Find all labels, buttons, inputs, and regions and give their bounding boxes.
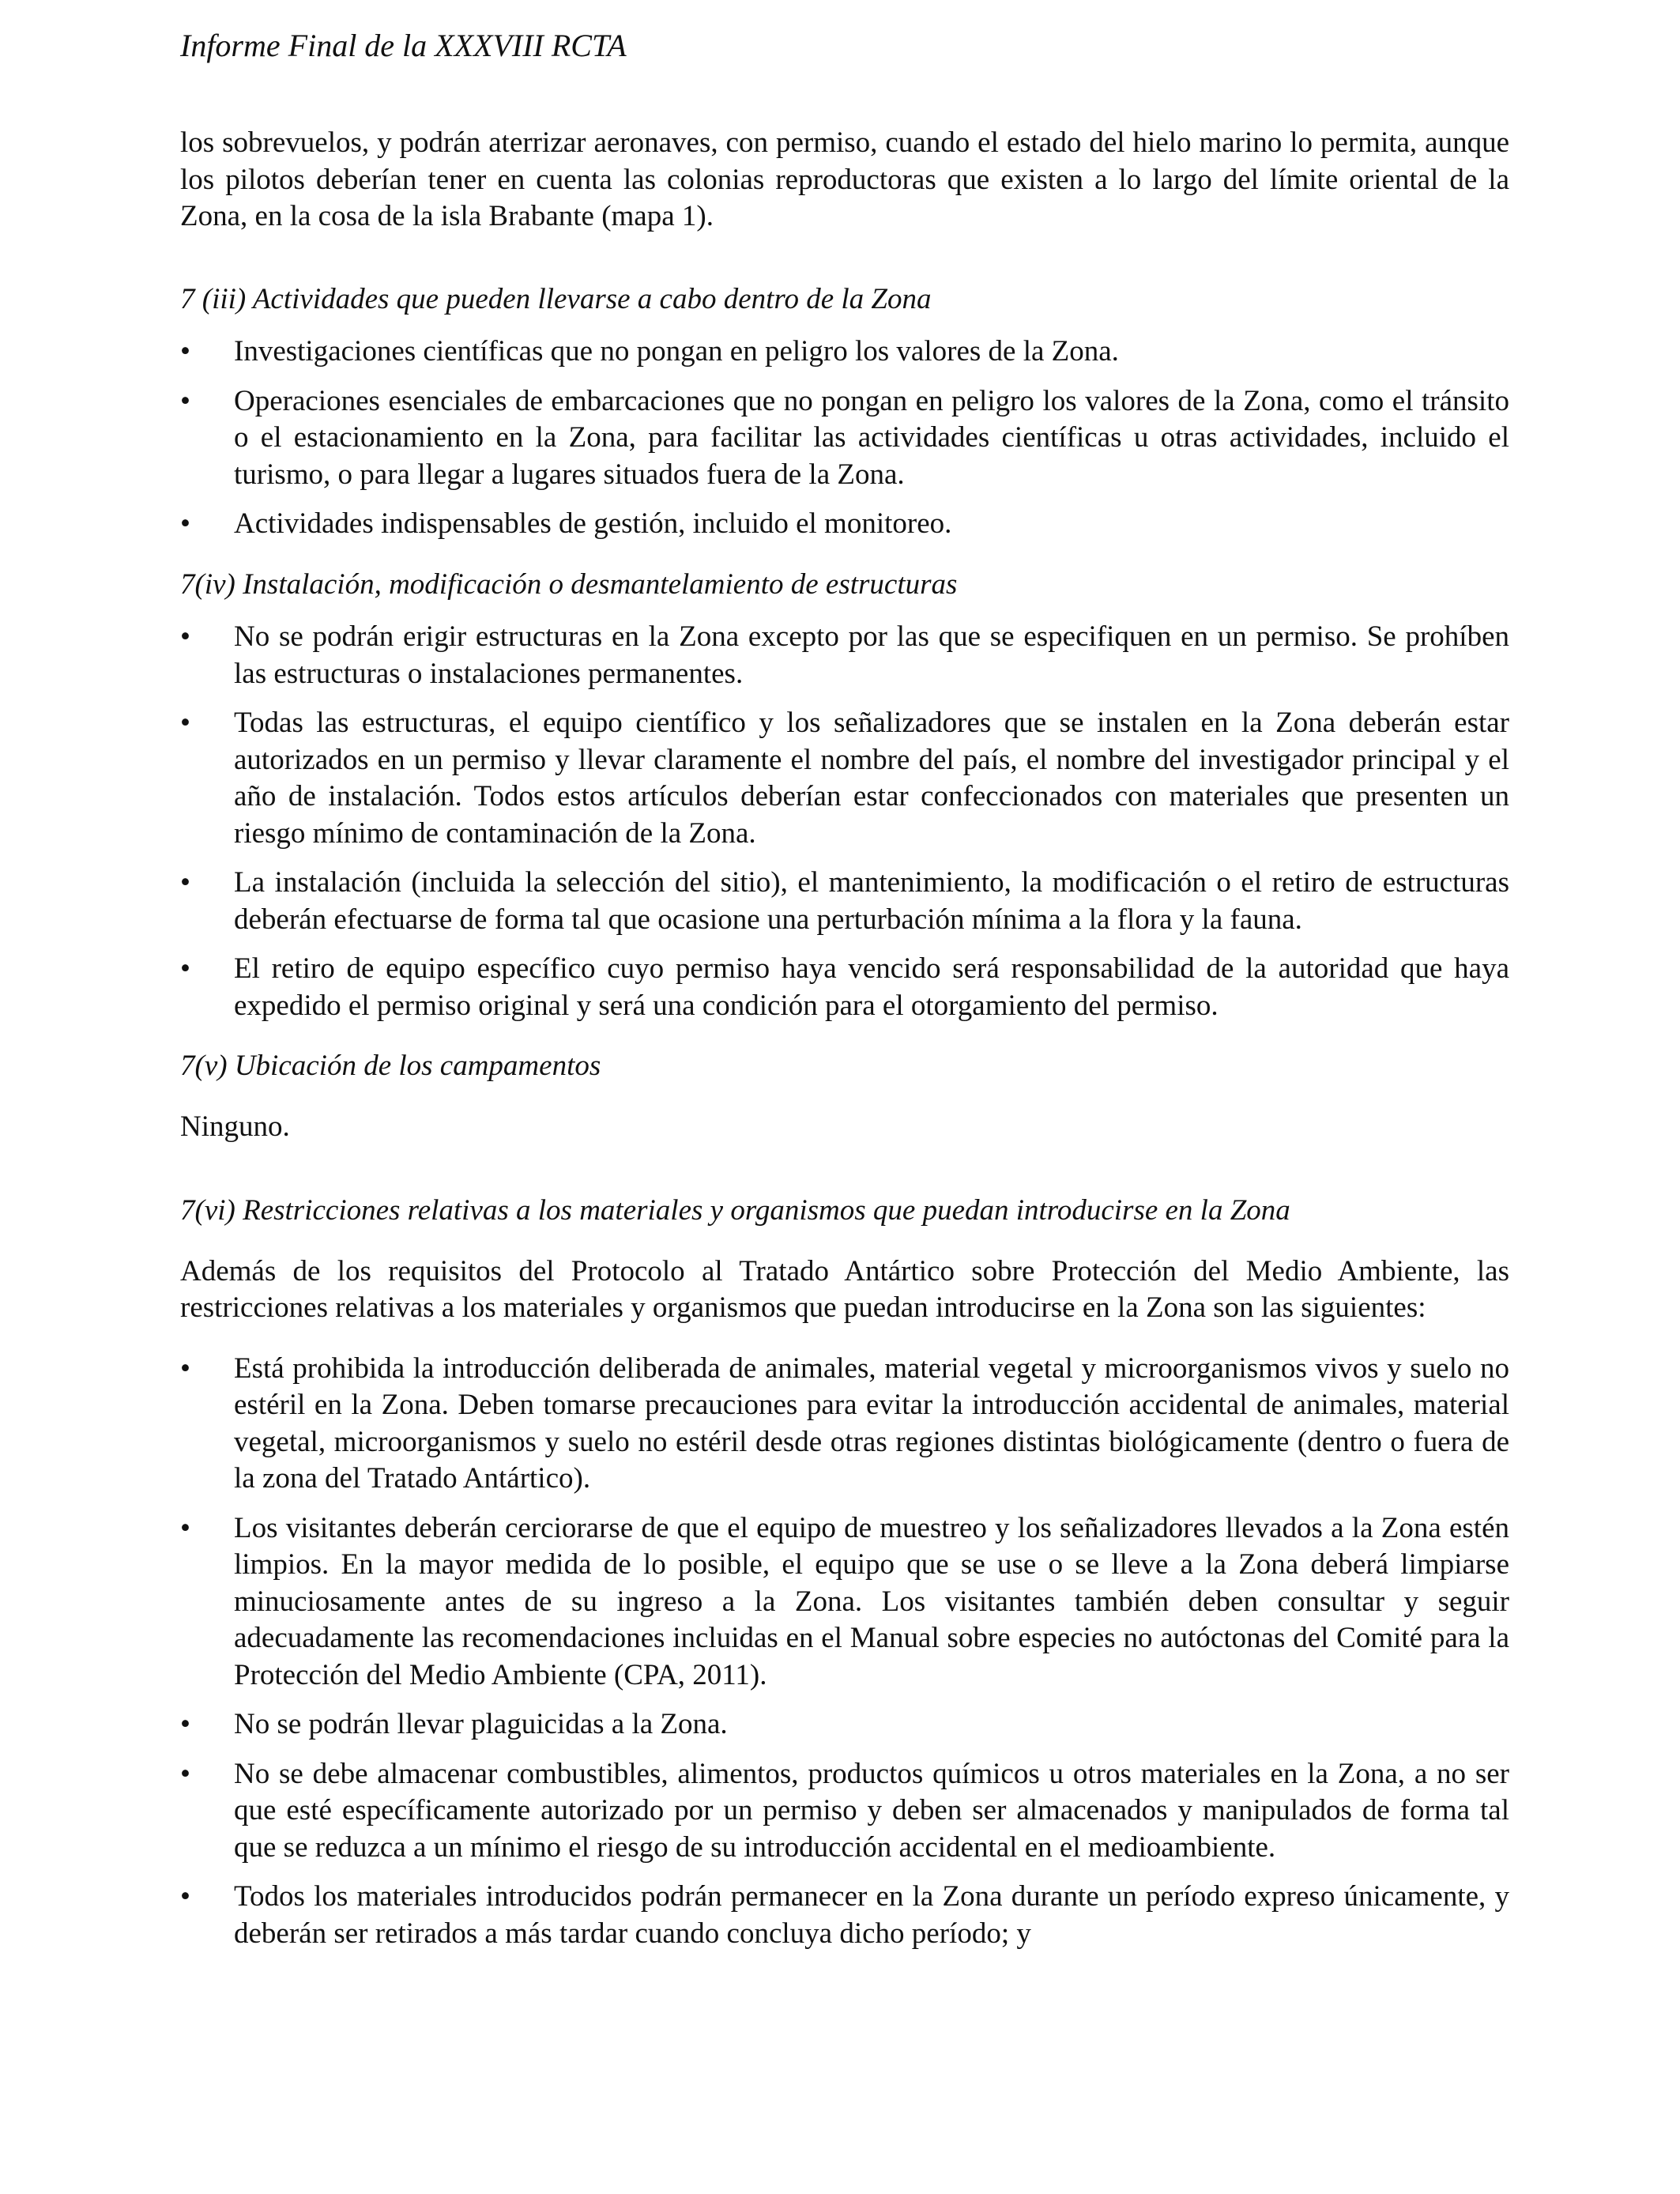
- list-item-text: No se debe almacenar combustibles, alimentos, productos químicos u otros materiales en la Zona, a no ser que esté específicamente autorizado por un permiso y deben ser almacenados y manipulados de forma tal que se reduzca a un mínimo el riesgo de su introducción accidental en el medioambiente.: [234, 1757, 1509, 1864]
- list-item: [180, 705, 1509, 852]
- bullet-icon: •: [180, 866, 190, 899]
- list-item-text: Todas las estructuras, el equipo científico y los señalizadores que se instalen en la Zona deberán estar autorizados en un permiso y llevar claramente el nombre del país, el nombre del investigador principal y el año de instalación. Todos estos artículos deberían estar confeccionados con materiales que presenten un riesgo mínimo de contaminación de la Zona.: [234, 707, 1509, 850]
- list-item-text: No se podrán llevar plaguicidas a la Zona.: [234, 1708, 728, 1740]
- list-item: [180, 1351, 1509, 1498]
- list-item: [180, 1756, 1509, 1867]
- bullet-list-restrictions: [180, 1351, 1509, 1953]
- list-item-text: No se podrán erigir estructuras en la Zona excepto por las que se especifiquen en un permiso. Se prohíben las estructuras o instalaciones permanentes.: [234, 620, 1509, 690]
- bullet-list-activities: [180, 334, 1509, 543]
- section-heading-activities: 7 (iii) Actividades que pueden llevarse a cabo dentro de la Zona: [180, 282, 932, 315]
- bullet-icon: •: [180, 952, 190, 985]
- spacer: [180, 318, 1509, 334]
- running-header: Informe Final de la XXXVIII RCTA: [180, 28, 627, 63]
- list-item-text: Investigaciones científicas que no pongan en peligro los valores de la Zona.: [234, 335, 1119, 368]
- list-item-text: Los visitantes deberán cerciorarse de que el equipo de muestreo y los señalizadores llevados a la Zona estén limpios. En la mayor medida de lo posible, el equipo que se use o se lleve a la Zona deberá limpiarse minuciosamente antes de su ingreso a la Zona. Los visitantes también deben consultar y seguir adecuadamente las recomendaciones incluidas en el Manual sobre especies no autóctonas del Comité para la Protección del Medio Ambiente (CPA, 2011).: [234, 1511, 1509, 1691]
- bullet-icon: •: [180, 1880, 190, 1913]
- list-item-text: Está prohibida la introducción deliberada de animales, material vegetal y microorganismos vivos y suelo no estéril en la Zona. Deben tomarse precauciones para evitar la introducción accidental de animales, material vegetal, microorganismos y suelo no estéril desde otras regiones distintas biológicamente (dentro o fuera de la zona del Tratado Antártico).: [234, 1351, 1509, 1495]
- spacer: [180, 1230, 1509, 1253]
- bullet-icon: •: [180, 507, 190, 540]
- section-heading-camps: 7(v) Ubicación de los campamentos: [180, 1050, 601, 1082]
- list-item: [180, 865, 1509, 938]
- list-item-text: La instalación (incluida la selección del sitio), el mantenimiento, la modificación o el retiro de estructuras deberán efectuarse de forma tal que ocasione una perturbación mínima a la flora y la fauna.: [234, 866, 1509, 936]
- spacer: [180, 603, 1509, 619]
- intro-paragraph: los sobrevuelos, y podrán aterrizar aeronaves, con permiso, cuando el estado del hielo marino lo permita, aunque los pilotos deberían tener en cuenta las colonias reproductoras que existen a lo largo del límite oriental de la Zona, en la cosa de la isla Brabante (mapa 1).: [180, 126, 1509, 232]
- list-item-text: Actividades indispensables de gestión, incluido el monitoreo.: [234, 507, 952, 540]
- page-body: [180, 125, 1509, 1952]
- section-heading-structures: 7(iv) Instalación, modificación o desmantelamiento de estructuras: [180, 567, 958, 601]
- spacer: [180, 1145, 1509, 1193]
- bullet-icon: •: [180, 1511, 190, 1544]
- bullet-icon: •: [180, 1351, 190, 1385]
- bullet-icon: •: [180, 335, 190, 368]
- bullet-list-structures: [180, 619, 1509, 1024]
- spacer: [180, 1327, 1509, 1351]
- spacer: [180, 1085, 1509, 1109]
- list-item: [180, 1510, 1509, 1695]
- bullet-icon: •: [180, 707, 190, 739]
- spacer: [180, 236, 1509, 281]
- bullet-icon: •: [180, 620, 190, 653]
- list-item-text: Todos los materiales introducidos podrán permanecer en la Zona durante un período expreso únicamente, y deberán ser retirados a más tardar cuando concluya dicho período; y: [234, 1880, 1509, 1950]
- bullet-icon: •: [180, 1757, 190, 1790]
- camps-paragraph: Ninguno.: [180, 1110, 290, 1143]
- section-heading-restrictions: 7(vi) Restricciones relativas a los materiales y organismos que puedan introducirse en la Zona: [180, 1194, 1290, 1227]
- bullet-icon: •: [180, 384, 190, 417]
- spacer: [180, 543, 1509, 567]
- bullet-icon: •: [180, 1708, 190, 1740]
- list-item: [180, 506, 1509, 543]
- spacer: [180, 1024, 1509, 1048]
- list-item: [180, 1879, 1509, 1952]
- list-item: [180, 383, 1509, 494]
- restrictions-intro-paragraph: Además de los requisitos del Protocolo al Tratado Antártico sobre Protección del Medio Ambiente, las restricciones relativas a los materiales y organismos que puedan introducirse en la Zona son las siguientes:: [180, 1254, 1509, 1324]
- list-item: [180, 951, 1509, 1024]
- list-item: [180, 1706, 1509, 1744]
- list-item: [180, 619, 1509, 692]
- list-item: [180, 334, 1509, 371]
- list-item-text: Operaciones esenciales de embarcaciones que no pongan en peligro los valores de la Zona, como el tránsito o el estacionamiento en la Zona, para facilitar las actividades científicas u otras actividades, incluido el turismo, o para llegar a lugares situados fuera de la Zona.: [234, 384, 1509, 491]
- list-item-text: El retiro de equipo específico cuyo permiso haya vencido será responsabilidad de la autoridad que haya expedido el permiso original y será una condición para el otorgamiento del permiso.: [234, 952, 1509, 1022]
